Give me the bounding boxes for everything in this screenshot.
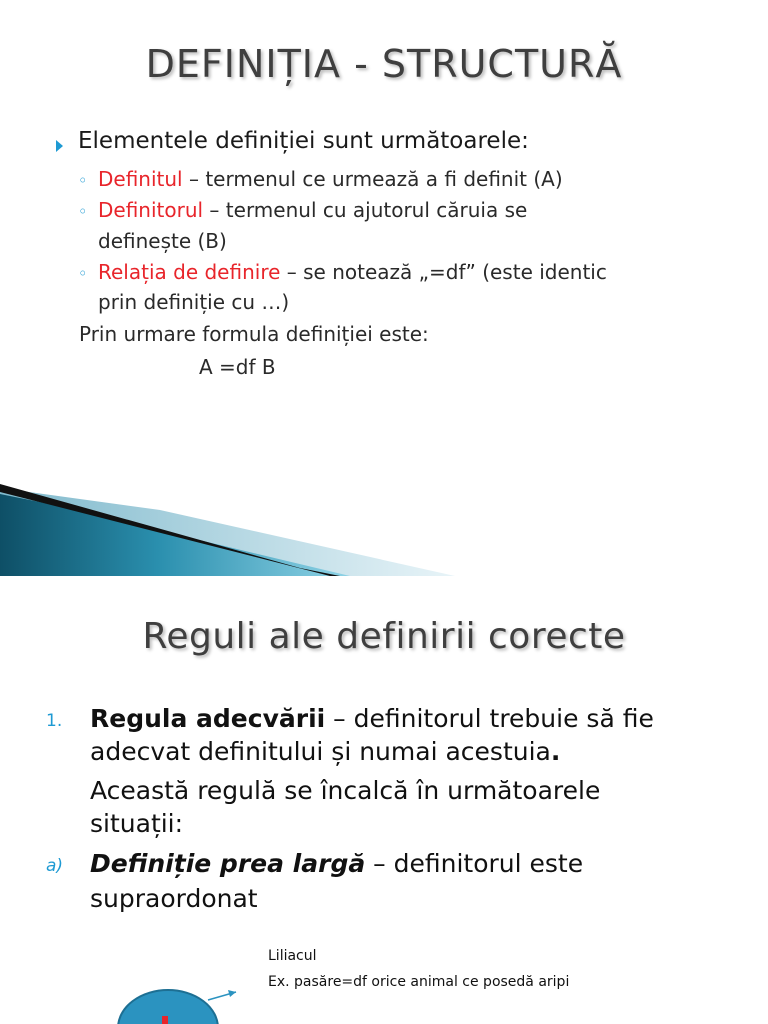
bullet-arrow-icon	[56, 140, 63, 152]
term-definitorul: Definitorul	[98, 198, 204, 222]
rule-name: Regula adecvării	[90, 704, 326, 733]
term-relatia: Relația de definire	[98, 260, 281, 284]
formula: A =df B	[199, 355, 276, 379]
violation-line-1: Această regulă se încalcă în următoarele	[90, 776, 601, 805]
bullet-text: Elementele definiției sunt următoarele:	[78, 128, 529, 154]
list-item	[98, 198, 527, 222]
rule-text: – definitorul trebuie să fie	[325, 704, 654, 733]
slide-2-title: Reguli ale definirii corecte	[142, 616, 626, 657]
rule-line-2	[90, 737, 560, 766]
example-text: Ex. pasăre=df orice animal ce posedă aripi	[268, 974, 570, 990]
slide-separator	[0, 576, 768, 588]
sub-text: – definitorul este	[365, 849, 584, 878]
term-description-cont: prin definiție cu …)	[98, 290, 290, 314]
sub-name: Definiție prea largă	[90, 849, 366, 878]
rule-text-cont: adecvat definitului și numai acestuia	[90, 737, 551, 766]
circle-bullet-icon: ◦	[78, 171, 88, 190]
decorative-swoosh	[0, 480, 768, 576]
rule-line-1	[90, 704, 654, 733]
diagram-circle	[110, 978, 250, 1024]
circle-bullet-icon: ◦	[78, 264, 88, 283]
term-description-cont: definește (B)	[98, 229, 227, 253]
circle-bullet-icon: ◦	[78, 202, 88, 221]
slide-2	[0, 588, 768, 1024]
diagram-label: Liliacul	[268, 948, 317, 964]
term-description: – se notează „=df” (este identic	[280, 260, 607, 284]
term-definitul: Definitul	[98, 167, 183, 191]
term-description: – termenul cu ajutorul căruia se	[203, 198, 528, 222]
list-item	[98, 167, 563, 191]
term-description: – termenul ce urmează a fi definit (A)	[182, 167, 563, 191]
sub-line-1	[90, 849, 583, 878]
rule-period: .	[550, 737, 561, 766]
sub-line-2: supraordonat	[90, 884, 258, 913]
rule-number: 1.	[46, 711, 63, 731]
sub-letter: a)	[46, 856, 64, 876]
formula-intro: Prin urmare formula definiției este:	[79, 322, 429, 346]
violation-line-2: situații:	[90, 809, 184, 838]
list-item	[98, 260, 607, 284]
slide-1-title: DEFINIȚIA - STRUCTURĂ	[145, 42, 623, 86]
